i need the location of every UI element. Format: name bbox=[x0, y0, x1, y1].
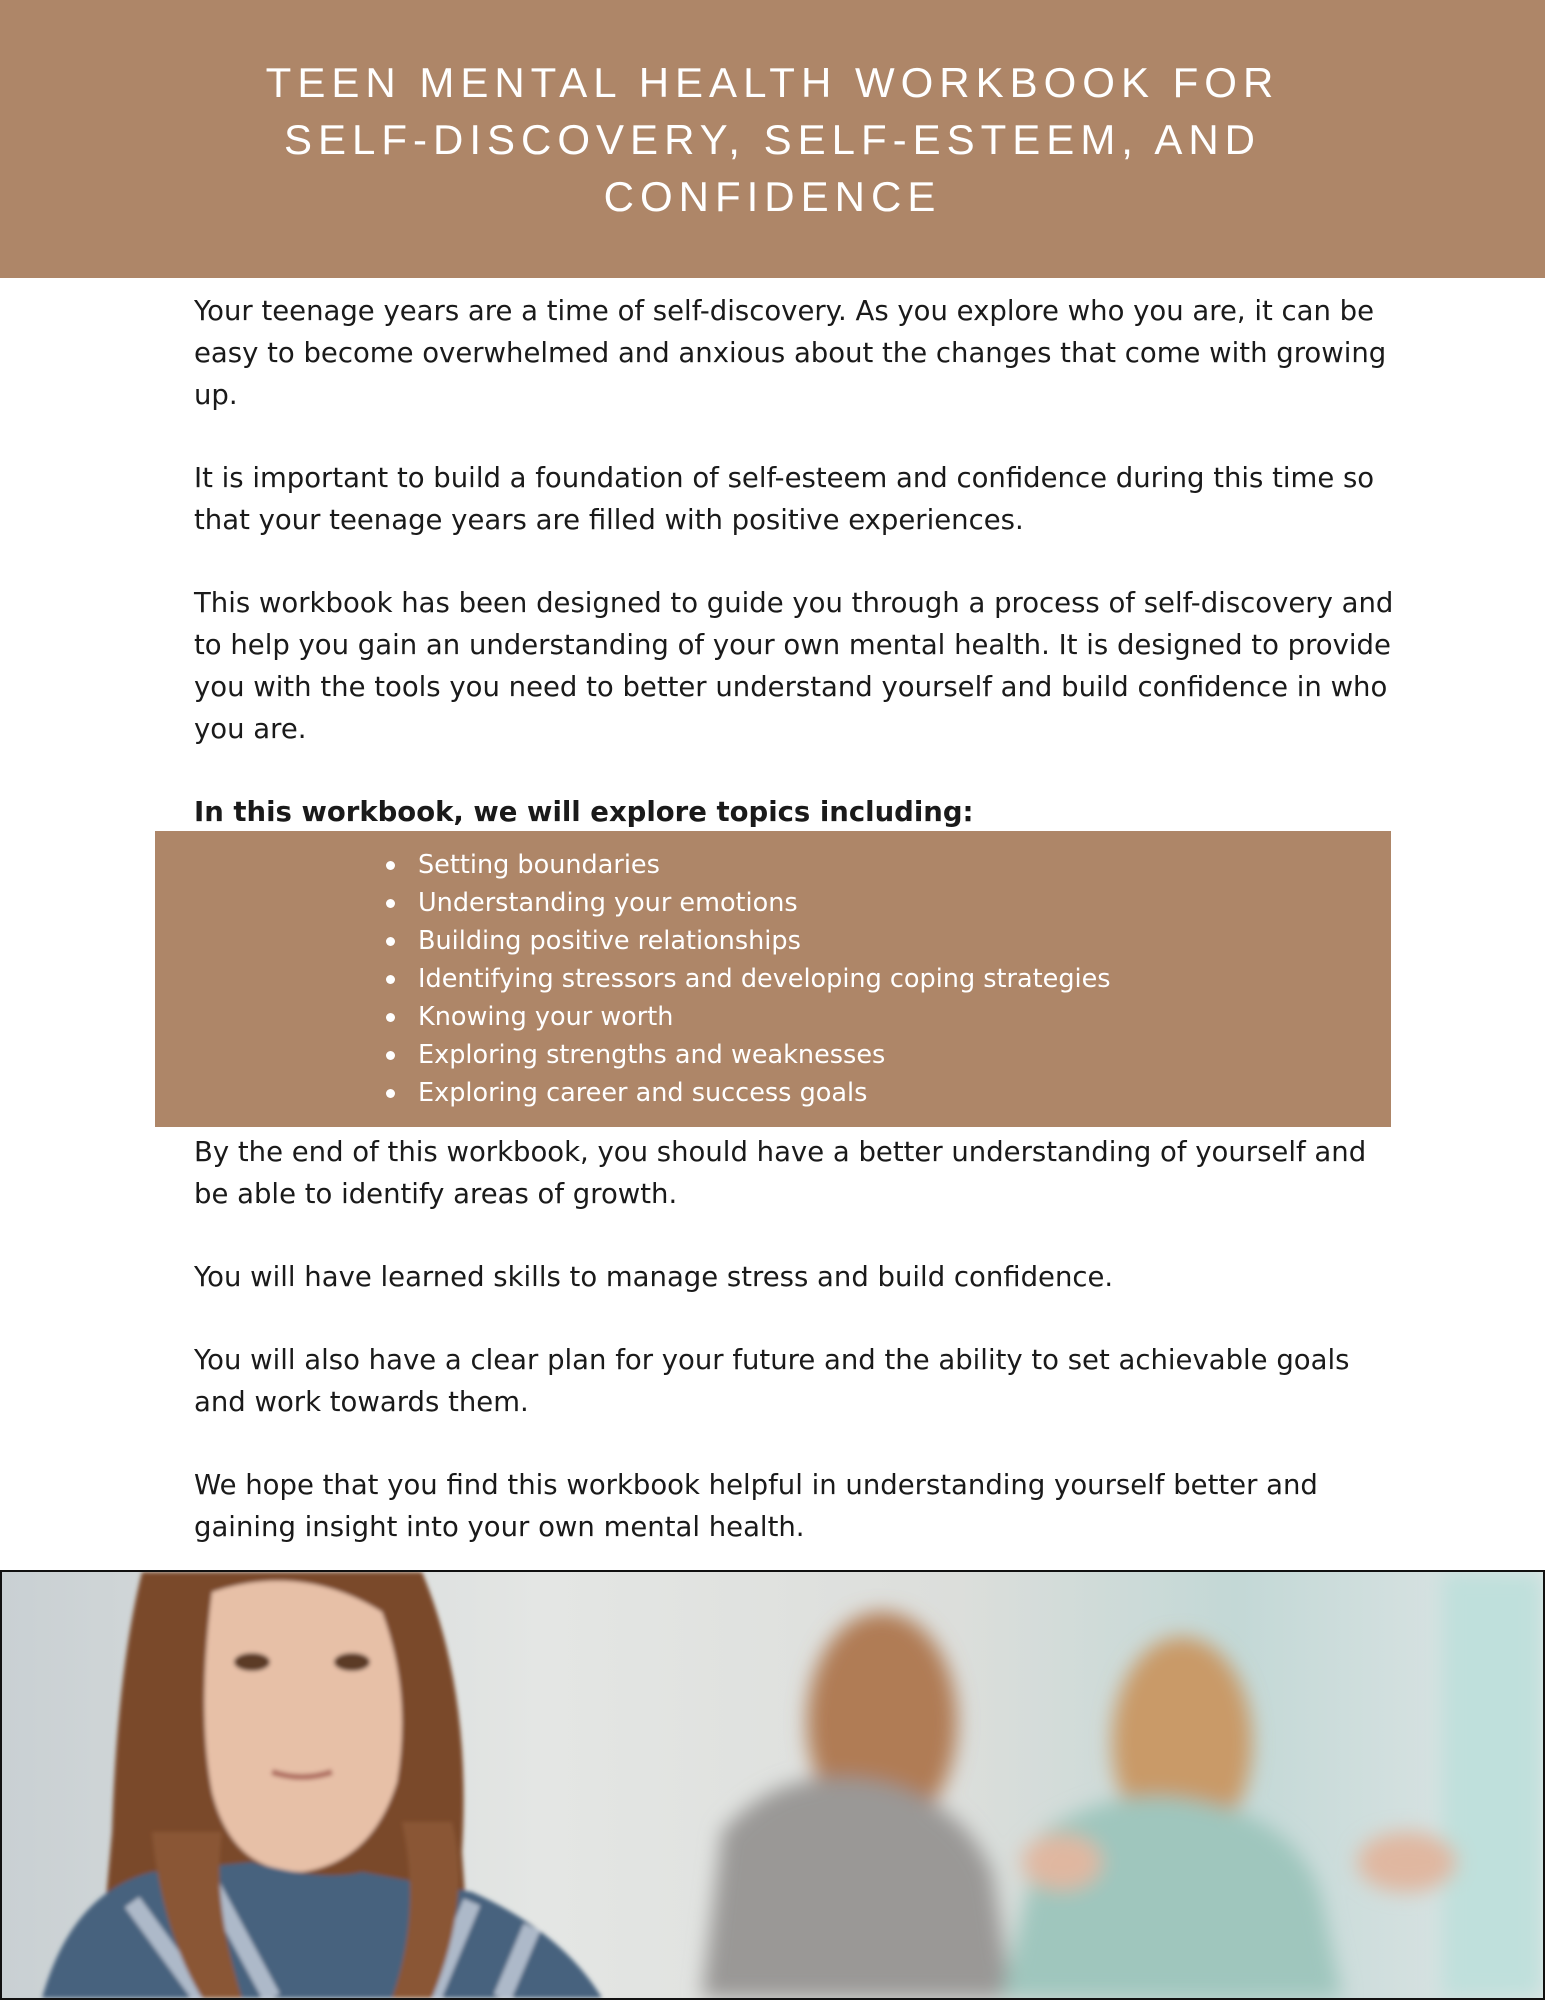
topics-heading: In this workbook, we will explore topics including: bbox=[194, 796, 974, 828]
hero-photo bbox=[0, 1570, 1545, 2000]
list-item bbox=[380, 998, 1111, 1036]
list-item bbox=[380, 1036, 1111, 1074]
list-item bbox=[380, 960, 1111, 998]
topic-label: Understanding your emotions bbox=[418, 888, 798, 918]
bullet-icon bbox=[386, 937, 395, 946]
intro-section bbox=[194, 290, 1394, 833]
bullet-icon bbox=[386, 861, 395, 870]
bullet-icon bbox=[386, 1051, 395, 1060]
bullet-icon bbox=[386, 899, 395, 908]
topic-label: Building positive relationships bbox=[418, 926, 801, 956]
outro-paragraph-4: We hope that you find this workbook helpful in understanding yourself better and gaining insight into your own mental health. bbox=[194, 1469, 1318, 1543]
topic-label: Exploring career and success goals bbox=[418, 1078, 868, 1108]
header-band bbox=[0, 0, 1545, 278]
list-item bbox=[380, 922, 1111, 960]
bullet-icon bbox=[386, 1089, 395, 1098]
page-title: TEEN MENTAL HEALTH WORKBOOK FOR SELF-DISCOVERY, SELF-ESTEEM, AND CONFIDENCE bbox=[265, 58, 1280, 220]
topic-label: Knowing your worth bbox=[418, 1002, 674, 1032]
outro-paragraph-1: By the end of this workbook, you should have a better understanding of yourself and be able to identify areas of growth. bbox=[194, 1136, 1367, 1210]
outro-paragraph-2: You will have learned skills to manage stress and build confidence. bbox=[194, 1261, 1114, 1293]
topic-label: Exploring strengths and weaknesses bbox=[418, 1040, 886, 1070]
topics-list bbox=[380, 846, 1111, 1112]
list-item bbox=[380, 884, 1111, 922]
list-item bbox=[380, 846, 1111, 884]
intro-paragraph-2: It is important to build a foundation of self-esteem and confidence during this time so that your teenage years are filled with positive experiences. bbox=[194, 462, 1375, 536]
topic-label: Setting boundaries bbox=[418, 850, 660, 880]
list-item bbox=[380, 1074, 1111, 1112]
bullet-icon bbox=[386, 975, 395, 984]
outro-paragraph-3: You will also have a clear plan for your future and the ability to set achievable goals and work towards them. bbox=[194, 1344, 1350, 1418]
intro-paragraph-3: This workbook has been designed to guide you through a process of self-discovery and to help you gain an understanding of your own mental health. It is designed to provide you with the tools you need to better understand yourself and build confidence in who you are. bbox=[194, 587, 1394, 745]
topic-label: Identifying stressors and developing coping strategies bbox=[418, 964, 1111, 994]
outro-section bbox=[194, 1131, 1394, 1548]
intro-paragraph-1: Your teenage years are a time of self-discovery. As you explore who you are, it can be easy to become overwhelmed and anxious about the changes that come with growing up. bbox=[194, 295, 1387, 411]
bullet-icon bbox=[386, 1013, 395, 1022]
photo-illustration bbox=[2, 1572, 1543, 1998]
